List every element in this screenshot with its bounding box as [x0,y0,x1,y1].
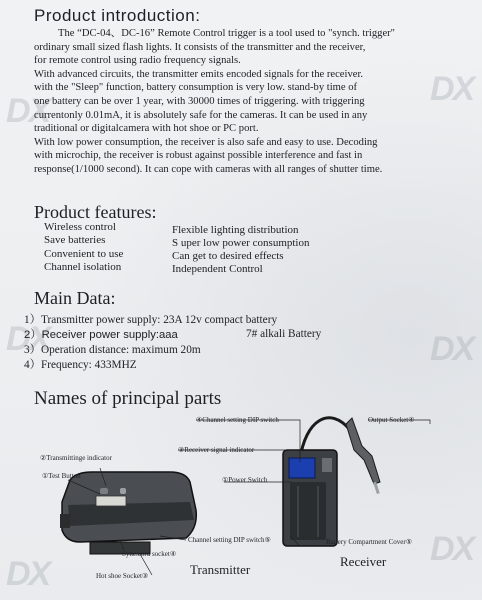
label-hot-shoe: Hot shoe Socket③ [96,572,149,580]
intro-line: response(1/1000 second). It can cope with cameras with all ranges of shutter time. [34,163,383,175]
label-test-button: ①Test Button [42,472,81,480]
intro-line: for remote control using radio frequency signals. [34,55,241,67]
intro-line: With advanced circuits, the transmitter emits encoded signals for the receiver. [34,68,364,80]
receiver-label: Receiver [340,554,387,569]
feature-left: Save batteries [44,234,106,246]
watermark: DX [430,330,474,368]
label-transmitting-indicator: ②Transmittinge indicator [40,454,112,462]
intro-line: currentonly 0.01mA, it is absolutely safe for the cameras. It can be used in any [34,109,368,121]
label-channel-dip-bottom: Channel setting DIP switch⑤ [188,536,271,544]
main-data-item: 4）Frequency: 433MHZ [24,359,137,371]
feature-left: Channel isolation [44,261,122,273]
intro-line: with the "Sleep" function, battery consumption is very low. stand-by time of [34,82,358,94]
watermark: DX [6,320,50,358]
intro-title: Product introduction: [34,6,201,25]
intro-line: ordinary small sized flash lights. It consists of the transmitter and the receiver, [34,41,366,53]
transmitter-label: Transmitter [190,562,251,577]
intro-line: traditional or digitalcamera with hot shoe or PC port. [34,123,259,135]
plug [346,418,380,484]
feature-right: Can get to desired effects [172,250,284,262]
main-data-item-extra: 7# alkali Battery [246,328,322,340]
features-title: Product features: [34,202,157,222]
feature-left: Convenient to use [44,248,124,260]
watermark: DX [430,70,474,108]
feature-right: S uper low power consumption [172,237,310,249]
main-data-item: 3）Operation distance: maximum 20m [24,344,201,356]
feature-right: Flexible lighting distribution [172,224,299,236]
feature-left: Wireless control [44,221,116,233]
intro-text [34,27,454,177]
intro-line: one battery can be over 1 year, with 30000 times of triggering. with triggering [34,95,365,107]
main-data-item: 2）Receiver power supply:aaa [24,329,178,341]
label-power-switch: ①Power Switch [222,476,268,484]
label-sync-cord: Sync.cord socket④ [122,550,177,558]
label-receiver-indicator: ③Receiver signal indicator [178,446,255,454]
intro-line: The “DC-04、DC-16” Remote Control trigger is a tool used to "synch. trigger" [58,28,395,39]
feature-right: Independent Control [172,263,263,275]
main-data-item: 1）Transmitter power supply: 23A 12v compact battery [24,314,278,326]
parts-title: Names of principal parts [34,388,222,409]
watermark: DX [6,92,50,130]
label-battery-cover: Battery Compartment Cover⑤ [326,538,412,546]
intro-line: with microchip, the receiver is robust against possible interference and fast in [34,150,363,162]
watermark: DX [6,555,50,593]
main-data-title: Main Data: [34,288,116,308]
label-output-socket: Output Socket④ [368,416,415,424]
intro-line: With low power consumption, the receiver is also safe and easy to use. Decoding [34,136,378,148]
label-channel-dip-top: ④Channel setting DIP switch [196,416,279,424]
watermark: DX [430,530,474,568]
